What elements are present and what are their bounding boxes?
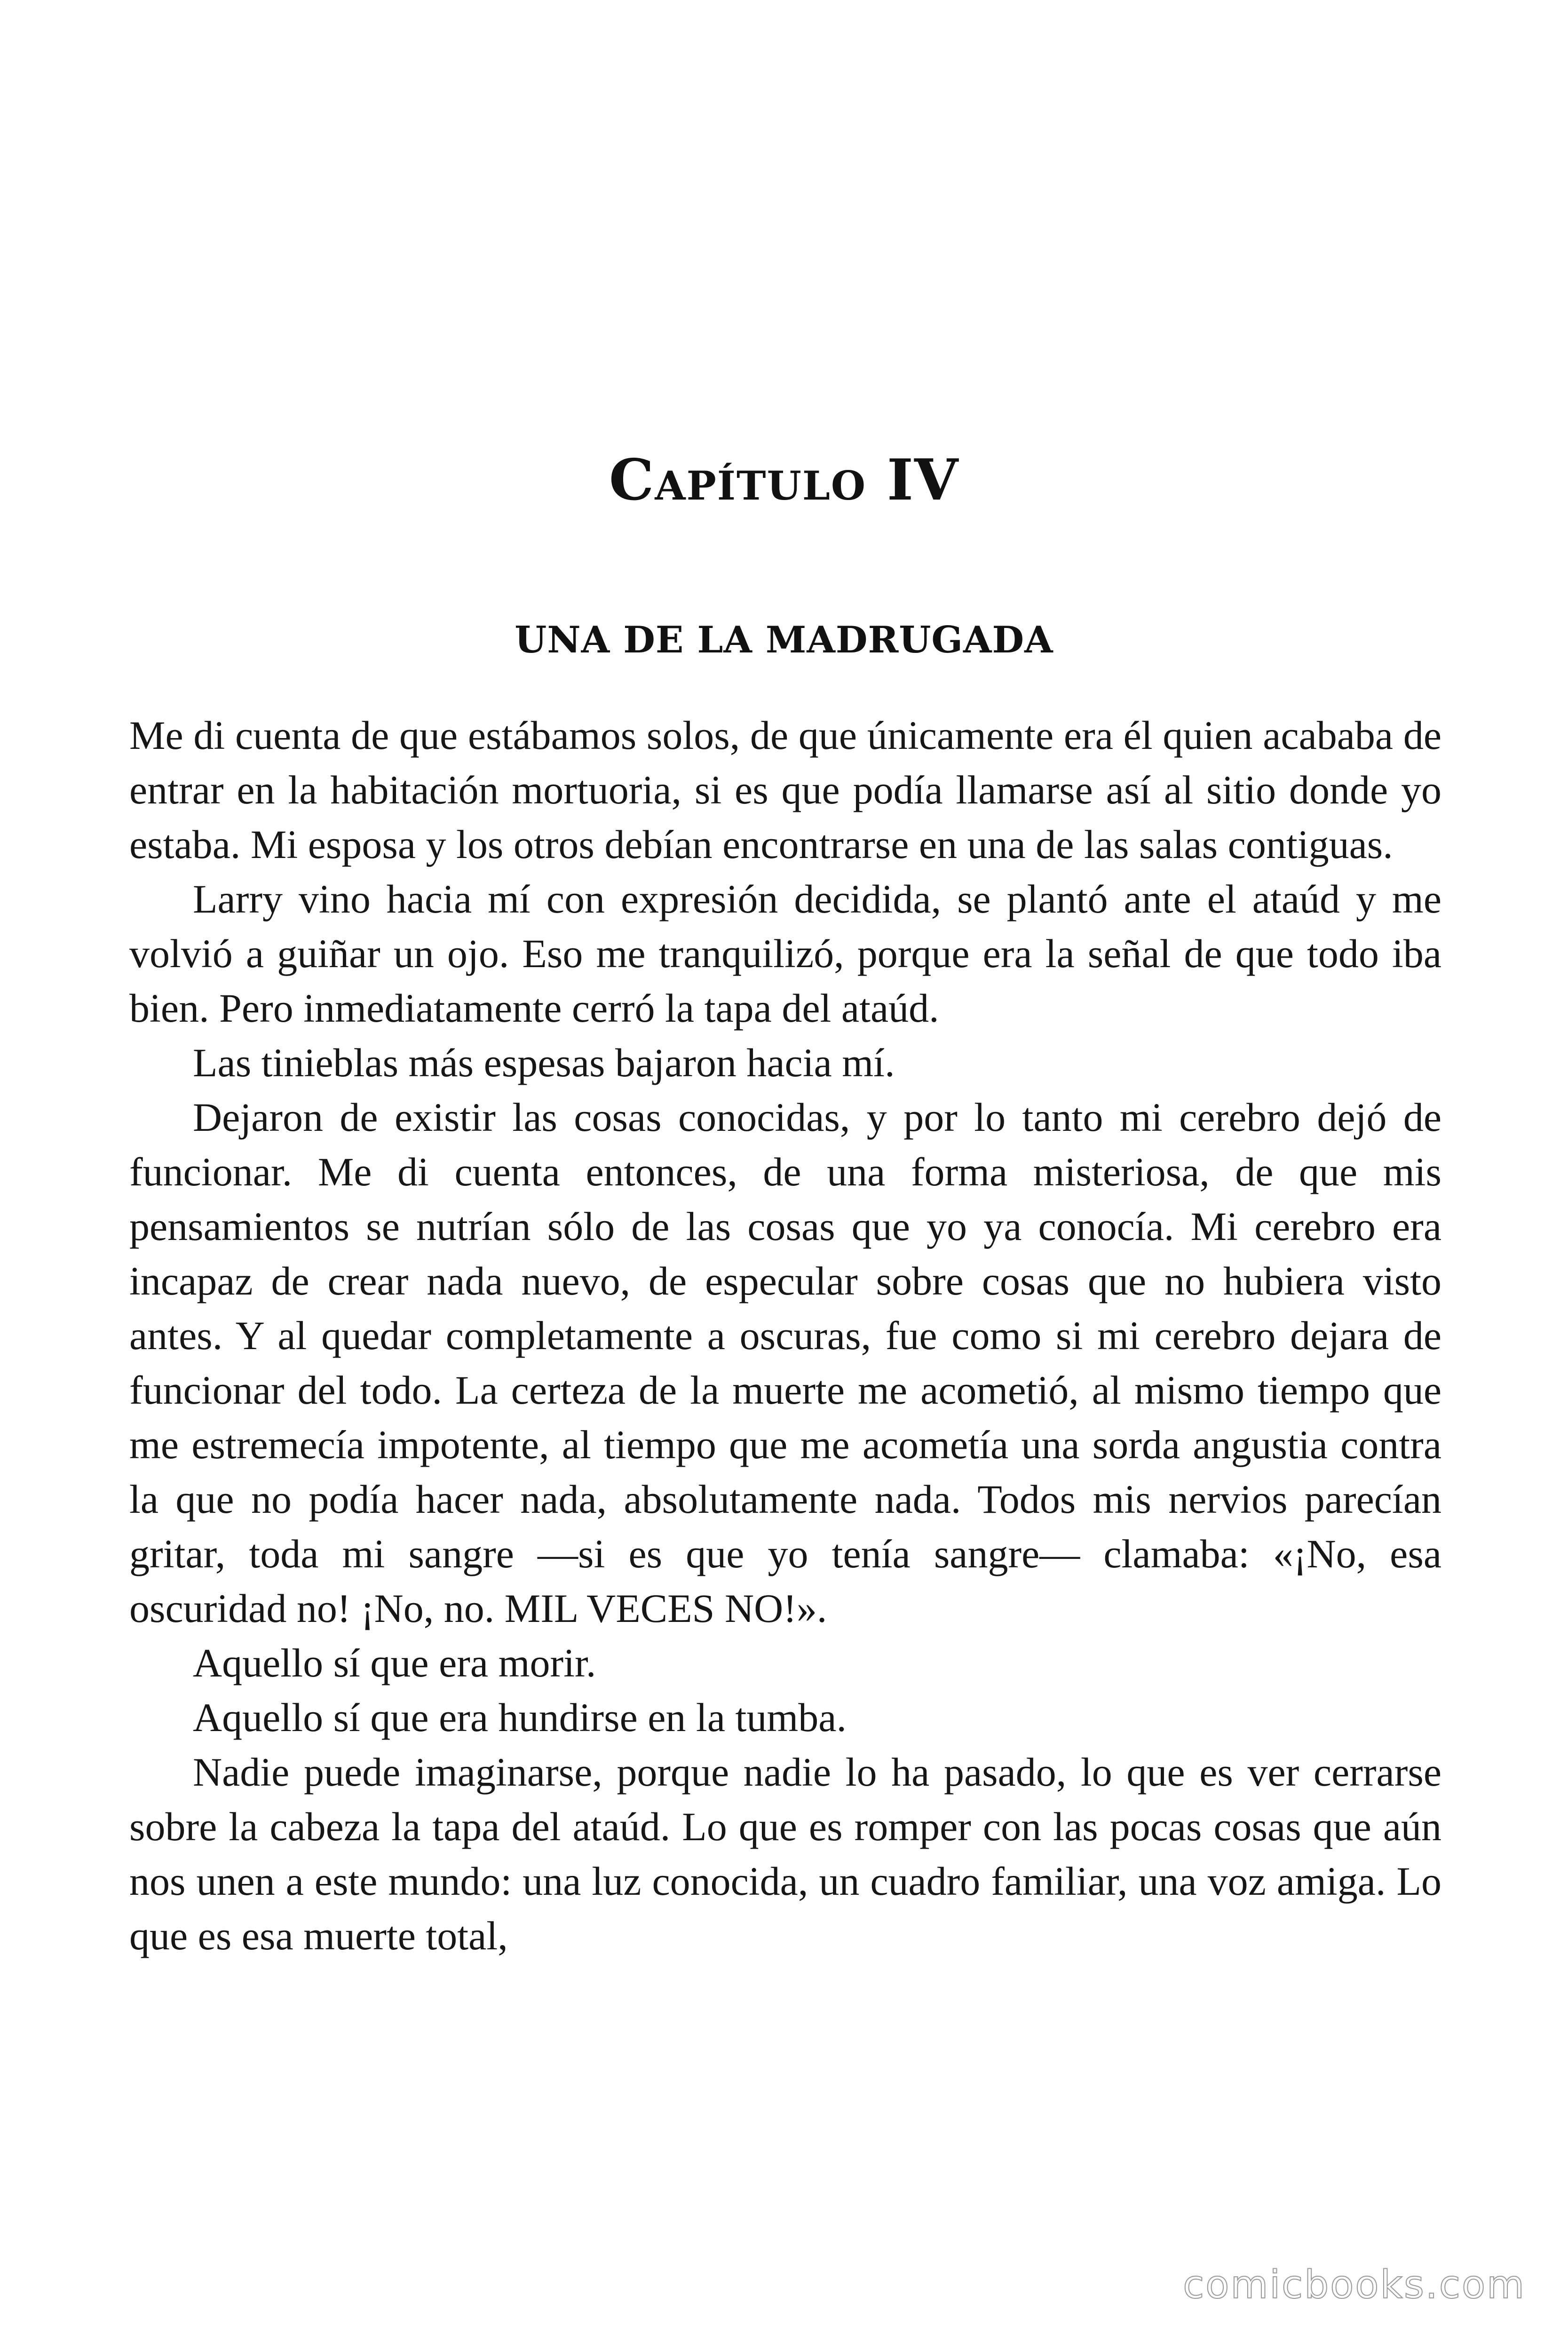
paragraph: Larry vino hacia mí con expresión decidida, se plantó ante el ataúd y me volvió a guiñar un ojo. Eso me tranquilizó, porque era la señal de que todo iba bien. Pero inmediatamente cerró la tapa del ataúd. [129, 876, 1441, 1031]
paragraph: Me di cuenta de que estábamos solos, de que únicamente era él quien acababa de entrar en la habitación mortuoria, si es que podía llamarse así al sitio donde yo estaba. Mi esposa y los otros debían encontrarse en una de las salas contiguas. [129, 713, 1441, 867]
paragraph: Aquello sí que era hundirse en la tumba. [193, 1695, 847, 1740]
chapter-title: Capítulo IV [609, 447, 959, 513]
paragraph: Dejaron de existir las cosas conocidas, y por lo tanto mi cerebro dejó de funcionar. Me di cuenta entonces, de una forma misteriosa, de que mis pensamientos se nutrían sólo de las cosas que yo ya conocía. Mi cerebro era incapaz de crear nada nuevo, de especular sobre cosas que no hubiera visto antes. Y al quedar completamente a oscuras, fue como si mi cerebro dejara de funcionar del todo. La certeza de la muerte me acometió, al mismo tiempo que me estremecía impotente, al tiempo que me acometía una sorda angustia contra la que no podía hacer nada, absolutamente nada. Todos mis nervios parecían gritar, toda mi sangre —si es que yo tenía sangre— clamaba: «¡No, esa oscuridad no! ¡No, no. MIL VECES NO!». [129, 1095, 1441, 1631]
paragraph: Aquello sí que era morir. [193, 1640, 596, 1685]
chapter-subtitle: UNA DE LA MADRUGADA [515, 619, 1053, 661]
chapter-body [129, 708, 1441, 1963]
paragraph: Las tinieblas más espesas bajaron hacia mí. [193, 1040, 895, 1085]
watermark: comicbooks.com [1183, 2263, 1526, 2307]
paragraph: Nadie puede imaginarse, porque nadie lo ha pasado, lo que es ver cerrarse sobre la cabeza la tapa del ataúd. Lo que es romper con las pocas cosas que aún nos unen a este mundo: una luz conocida, un cuadro familiar, una voz amiga. Lo que es esa muerte total, [129, 1749, 1441, 1958]
